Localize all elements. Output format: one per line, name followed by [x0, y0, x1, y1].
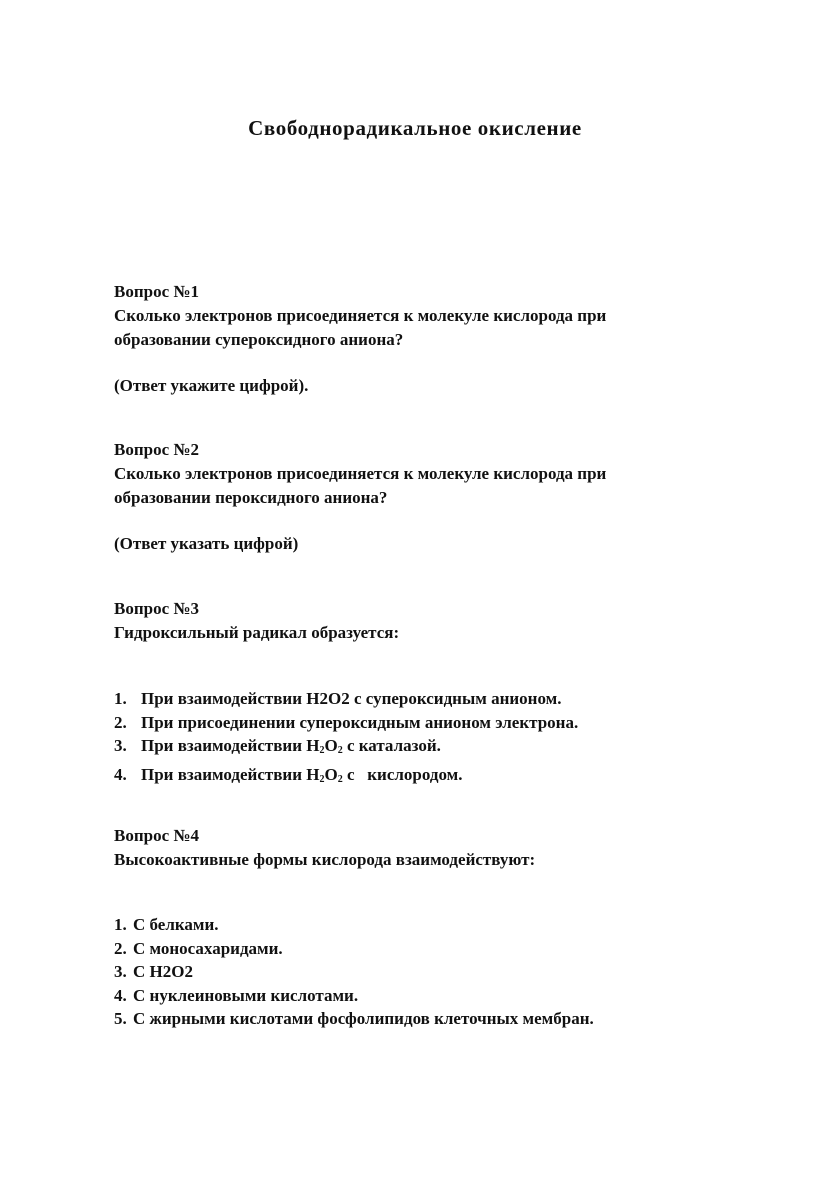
- list-item: [114, 734, 714, 763]
- option-text: С жирными кислотами фосфолипидов клеточных мембран.: [133, 1009, 594, 1028]
- question-1-text-line-2: образовании супероксидного аниона?: [114, 330, 404, 349]
- question-4-text: Высокоактивные формы кислорода взаимодействуют:: [114, 850, 536, 869]
- list-item: [114, 937, 714, 961]
- question-1-note: (Ответ укажите цифрой).: [114, 376, 309, 395]
- subscript: 2: [337, 773, 343, 785]
- option-number: 2.: [114, 938, 127, 958]
- list-item: [114, 1007, 714, 1031]
- question-3-options: [114, 687, 714, 791]
- option-text: При присоединении супероксидным анионом электрона.: [141, 712, 579, 732]
- list-item: [114, 687, 714, 711]
- subscript: 2: [319, 745, 325, 756]
- option-text: При взаимодействии H2O2 с супероксидным анионом.: [141, 689, 562, 708]
- option-text-part: с каталазой.: [342, 736, 441, 755]
- option-number: 4.: [114, 985, 127, 1005]
- option-text-part: При взаимодействии H: [141, 736, 320, 755]
- option-text-part: O: [324, 764, 338, 784]
- question-2-text-line-1: Сколько электронов присоединяется к молекуле кислорода при: [114, 464, 607, 483]
- option-text-part: При взаимодействии H: [141, 764, 320, 784]
- option-number: 4.: [114, 764, 127, 784]
- list-item: [114, 984, 714, 1008]
- option-number: 1.: [114, 915, 127, 934]
- question-1: [114, 280, 714, 398]
- list-item: [114, 711, 714, 735]
- option-number: 2.: [114, 712, 127, 732]
- question-2-note: (Ответ указать цифрой): [114, 534, 299, 553]
- option-text: [141, 763, 463, 792]
- list-item: [114, 763, 714, 792]
- question-3: [114, 597, 714, 645]
- option-number: 3.: [114, 736, 127, 755]
- question-2-heading: Вопрос №2: [114, 440, 199, 459]
- question-4-options: [114, 913, 714, 1031]
- page-title: Свободнорадикальное окисление: [248, 116, 582, 140]
- subscript: 2: [319, 773, 325, 785]
- option-text: С моносахаридами.: [133, 938, 283, 958]
- option-text: [141, 734, 441, 763]
- option-number: 5.: [114, 1009, 127, 1028]
- subscript: 2: [337, 745, 343, 756]
- option-text-part: с кислородом.: [342, 764, 463, 784]
- option-text: С H2O2: [133, 962, 193, 981]
- question-2-text-line-2: образовании пероксидного аниона?: [114, 488, 388, 507]
- question-2: [114, 438, 714, 556]
- question-3-heading: Вопрос №3: [114, 599, 199, 618]
- question-4: [114, 824, 714, 872]
- question-1-heading: Вопрос №1: [114, 282, 199, 301]
- question-4-heading: Вопрос №4: [114, 826, 199, 845]
- question-1-text-line-1: Сколько электронов присоединяется к молекуле кислорода при: [114, 306, 607, 325]
- option-number: 3.: [114, 962, 127, 981]
- option-text: С белками.: [133, 915, 219, 934]
- option-text: С нуклеиновыми кислотами.: [133, 985, 359, 1005]
- question-3-text: Гидроксильный радикал образуется:: [114, 623, 400, 642]
- option-number: 1.: [114, 689, 127, 708]
- list-item: [114, 913, 714, 937]
- option-text-part: O: [324, 736, 338, 755]
- list-item: [114, 960, 714, 984]
